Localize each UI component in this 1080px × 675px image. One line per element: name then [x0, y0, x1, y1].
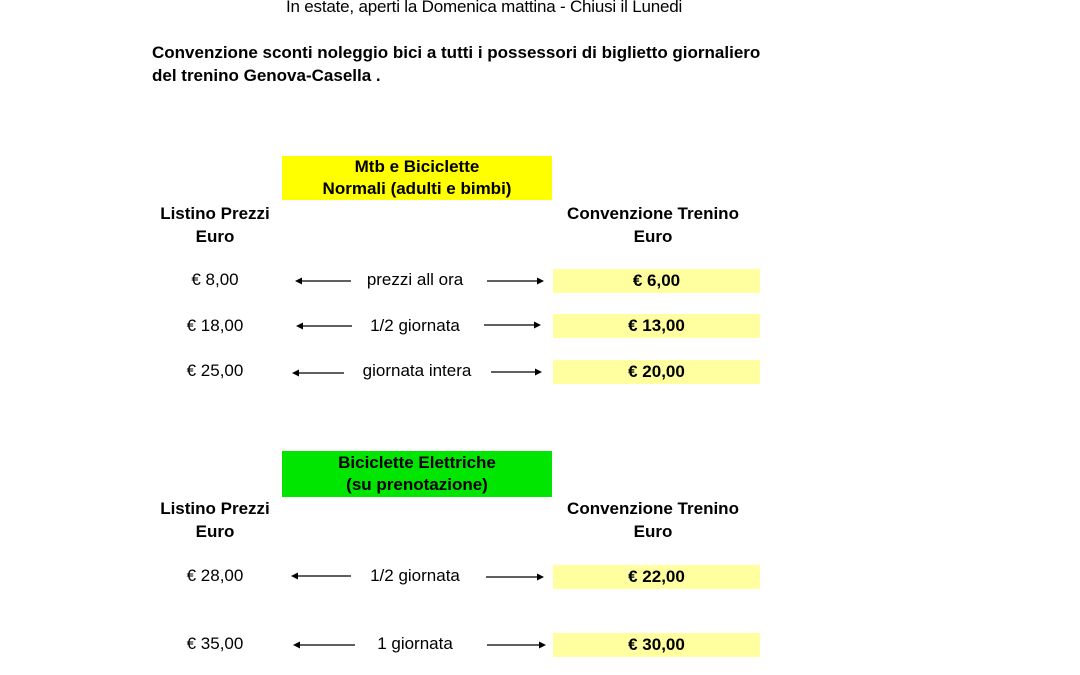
section1-list-price-heading-line-1: Listino Prezzi [160, 204, 270, 223]
section2-list-price-heading-line-1: Listino Prezzi [160, 499, 270, 518]
right-arrow-icon [491, 371, 542, 373]
section1-row3-discount: € 20,00 [553, 360, 760, 384]
left-arrow-icon [292, 372, 344, 374]
section1-row2-discount: € 13,00 [553, 314, 760, 338]
section1-title-line-2: Normali (adulti e bimbi) [322, 179, 512, 198]
section2-discount-heading [553, 497, 753, 543]
section1-row2-list-price: € 18,00 [186, 316, 244, 335]
section2-row2-discount: € 30,00 [553, 633, 760, 657]
section1-row2-label: 1/2 giornata [370, 316, 460, 335]
section1-discount-heading-line-1: Convenzione Trenino [567, 204, 739, 223]
section2-row1-discount: € 22,00 [553, 565, 760, 589]
section2-discount-heading-line-2: Euro [633, 522, 673, 541]
section1-title-box [282, 156, 552, 200]
section1-discount-heading-line-2: Euro [633, 227, 673, 246]
section1-discount-heading [553, 202, 753, 248]
section1-title-line-1: Mtb e Biciclette [354, 157, 480, 176]
section2-row2-list-price: € 35,00 [186, 634, 244, 653]
opening-hours-note: In estate, aperti la Domenica mattina - Chiusi il Lunedi [286, 0, 683, 16]
section2-row1-label: 1/2 giornata [370, 566, 460, 585]
section1-row3-list-price: € 25,00 [186, 361, 244, 380]
section2-row1-list-price: € 28,00 [186, 566, 244, 585]
section2-discount-heading-line-1: Convenzione Trenino [567, 499, 739, 518]
section1-row1-list-price: € 8,00 [191, 270, 239, 289]
section1-row3-label: giornata intera [362, 361, 472, 380]
right-arrow-icon [487, 644, 546, 646]
section2-list-price-heading-line-2: Euro [195, 522, 235, 541]
section2-list-price-heading [150, 497, 280, 543]
intro-line-1: Convenzione sconti noleggio bici a tutti i possessori di biglietto giornaliero [152, 43, 761, 62]
section1-row1-discount: € 6,00 [553, 269, 760, 293]
section1-list-price-heading-line-2: Euro [195, 227, 235, 246]
section2-row2-label: 1 giornata [377, 634, 453, 653]
right-arrow-icon [487, 280, 544, 282]
section2-title-box [282, 451, 552, 497]
right-arrow-icon [484, 324, 541, 326]
section1-list-price-heading [150, 202, 280, 248]
section1-row1-label: prezzi all ora [366, 270, 464, 289]
section2-title-line-2: (su prenotazione) [346, 475, 488, 494]
intro-line-2: del trenino Genova-Casella . [152, 66, 381, 85]
right-arrow-icon [486, 576, 544, 578]
section2-title-line-1: Biciclette Elettriche [338, 453, 496, 472]
